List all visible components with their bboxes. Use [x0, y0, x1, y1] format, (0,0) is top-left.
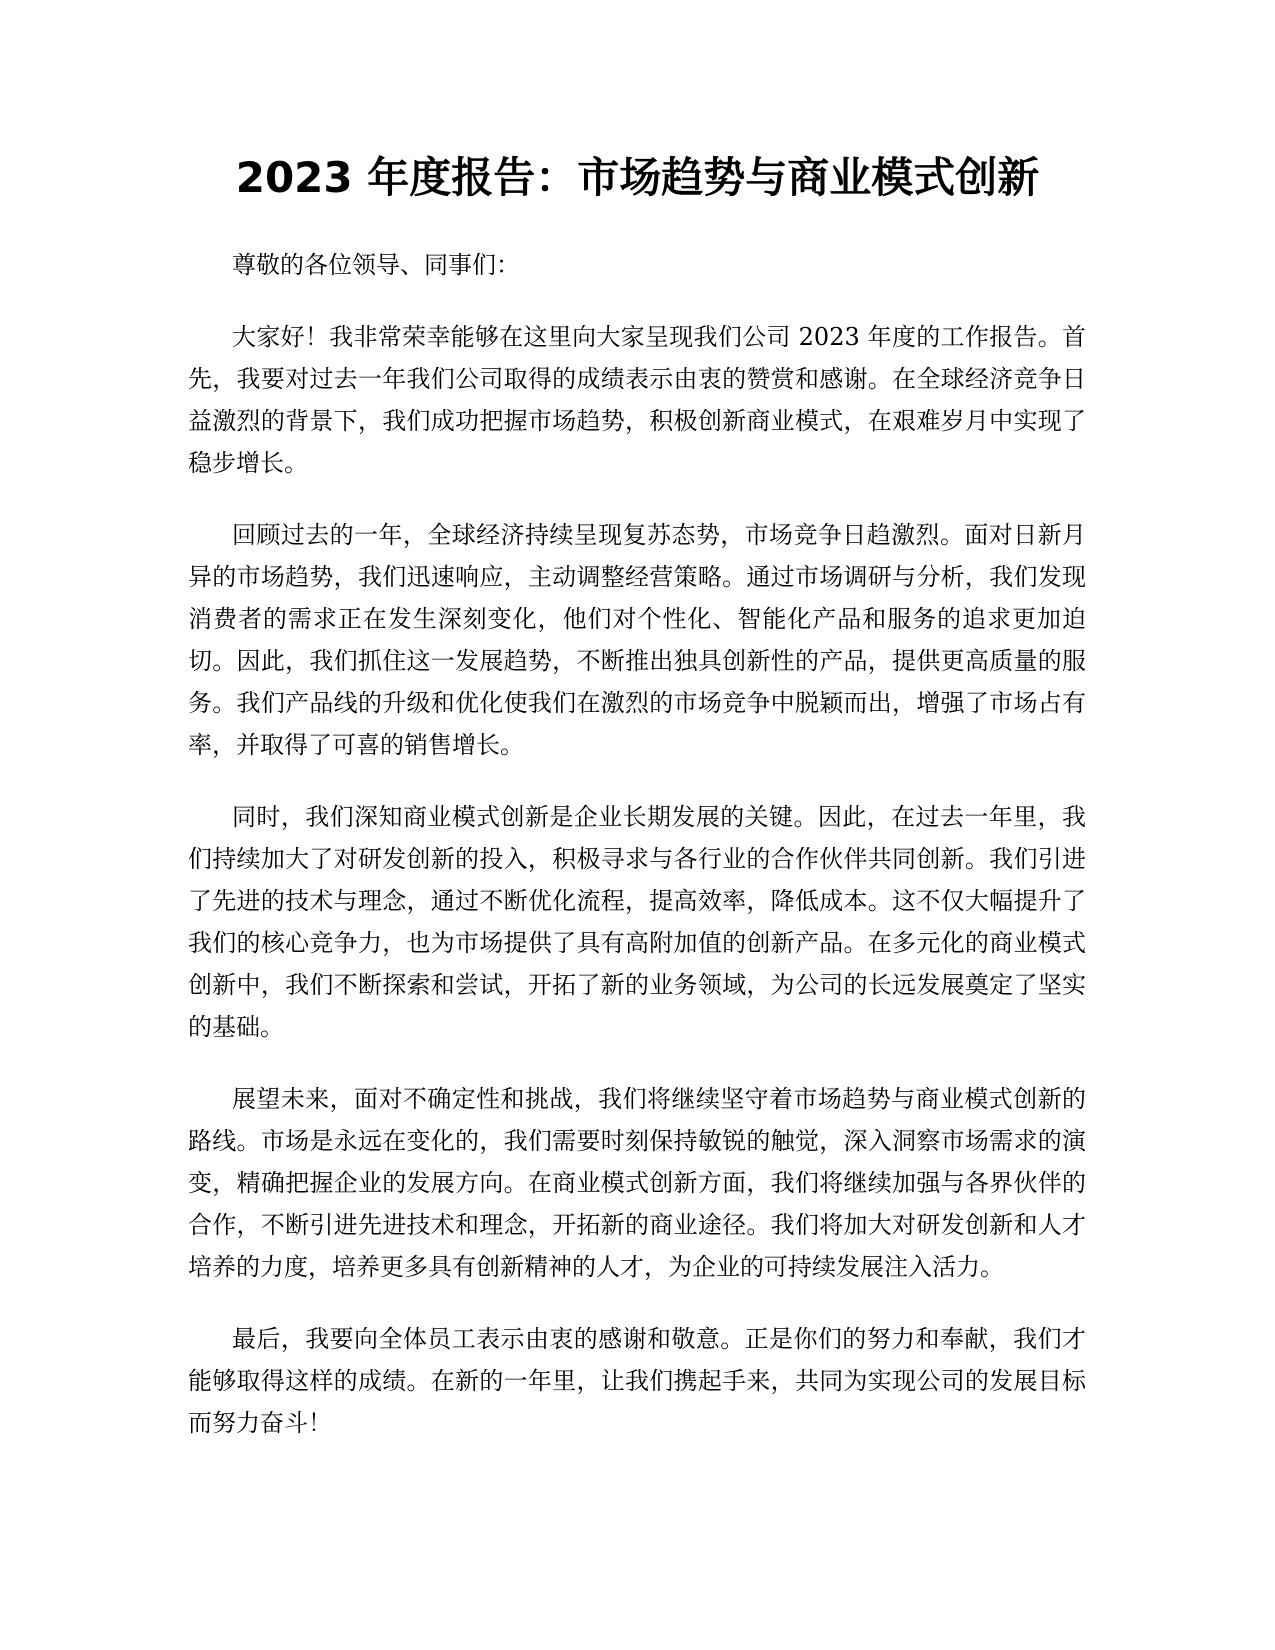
paragraph-innovation: 同时，我们深知商业模式创新是企业长期发展的关键。因此，在过去一年里，我们持续加大了对研发创新的投入，积极寻求与各行业的合作伙伴共同创新。我们引进了先进的技术与理念，通过不断优化流程，提高效率，降低成本。这不仅大幅提升了我们的核心竞争力，也为市场提供了具有高附加值的创新产品。在多元化的商业模式创新中，我们不断探索和尝试，开拓了新的业务领域，为公司的长远发展奠定了坚实的基础。: [188, 803, 1086, 1041]
paragraph-opening: 大家好！我非常荣幸能够在这里向大家呈现我们公司 2023 年度的工作报告。首先，我要对过去一年我们公司取得的成绩表示由衷的赞赏和感谢。在全球经济竞争日益激烈的背景下，我们成功把握市场趋势，积极创新商业模式，在艰难岁月中实现了稳步增长。: [188, 323, 1086, 477]
document-body: [188, 244, 1086, 1474]
document-title: 2023 年度报告：市场趋势与商业模式创新: [235, 153, 1040, 202]
paragraph-closing: 最后，我要向全体员工表示由衷的感谢和敬意。正是你们的努力和奉献，我们才能够取得这样的成绩。在新的一年里，让我们携起手来，共同为实现公司的发展目标而努力奋斗！: [188, 1325, 1086, 1437]
paragraph-review: 回顾过去的一年，全球经济持续呈现复苏态势，市场竞争日趋激烈。面对日新月异的市场趋势，我们迅速响应，主动调整经营策略。通过市场调研与分析，我们发现消费者的需求正在发生深刻变化，他们对个性化、智能化产品和服务的追求更加迫切。因此，我们抓住这一发展趋势，不断推出独具创新性的产品，提供更高质量的服务。我们产品线的升级和优化使我们在激烈的市场竞争中脱颖而出，增强了市场占有率，并取得了可喜的销售增长。: [188, 521, 1086, 759]
salutation: 尊敬的各位领导、同事们：: [232, 251, 520, 279]
paragraph-outlook: 展望未来，面对不确定性和挑战，我们将继续坚守着市场趋势与商业模式创新的路线。市场是永远在变化的，我们需要时刻保持敏锐的触觉，深入洞察市场需求的演变，精确把握企业的发展方向。在商业模式创新方面，我们将继续加强与各界伙伴的合作，不断引进先进技术和理念，开拓新的商业途径。我们将加大对研发创新和人才培养的力度，培养更多具有创新精神的人才，为企业的可持续发展注入活力。: [188, 1085, 1086, 1281]
